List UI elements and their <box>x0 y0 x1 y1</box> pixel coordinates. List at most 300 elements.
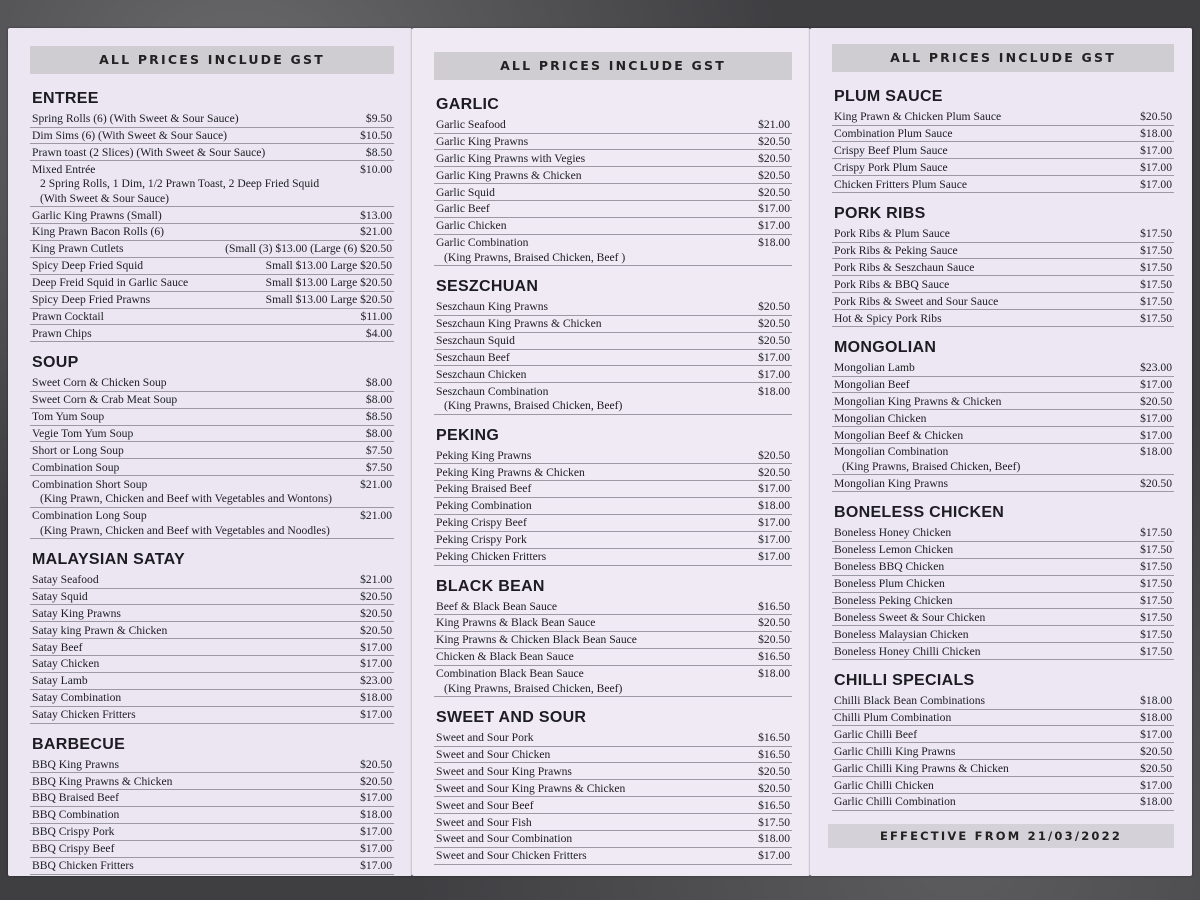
item-name: King Prawn Cutlets <box>32 242 124 256</box>
section-title: SWEET AND SOUR <box>436 709 587 727</box>
item-price: $20.50 <box>758 300 790 314</box>
item-name: Seszchaun Beef <box>436 350 510 364</box>
menu-item <box>30 327 394 343</box>
item-price: $17.00 <box>360 708 392 722</box>
item-price: $20.50 <box>758 465 790 479</box>
menu-item <box>434 782 792 798</box>
item-name: Beef & Black Bean Sauce <box>436 599 558 613</box>
item-name: Tom Yum Soup <box>32 410 105 424</box>
item-name: Satay Combination <box>32 691 122 705</box>
item-name: Garlic Chilli King Prawns <box>834 744 956 758</box>
menu-item <box>30 509 394 539</box>
item-name: Dim Sims (6) (With Sweet & Sour Sauce) <box>32 128 227 142</box>
item-price: $16.50 <box>758 650 790 664</box>
item-name: King Prawn Bacon Rolls (6) <box>32 225 165 239</box>
item-name: Sweet and Sour Pork <box>436 731 534 745</box>
item-price: $17.50 <box>1140 627 1172 641</box>
menu-section <box>30 736 394 875</box>
menu-item <box>30 607 394 623</box>
menu-item <box>832 728 1174 744</box>
menu-item <box>30 775 394 791</box>
item-name: Chilli Plum Combination <box>834 710 952 724</box>
menu-item <box>434 667 792 697</box>
item-name: Sweet Corn & Crab Meat Soup <box>32 393 178 407</box>
item-name: Pork Ribs & Peking Sauce <box>834 243 958 257</box>
menu-item <box>434 219 792 235</box>
item-price: $4.00 <box>365 326 392 340</box>
menu-item <box>832 144 1174 160</box>
menu-item <box>832 395 1174 411</box>
menu-item <box>832 110 1174 126</box>
menu-item <box>434 351 792 367</box>
item-name: Pork Ribs & BBQ Sauce <box>834 277 950 291</box>
menu-item <box>30 276 394 292</box>
item-name: Garlic Squid <box>436 185 495 199</box>
menu-item <box>434 533 792 549</box>
menu-item <box>832 312 1174 328</box>
item-price: $17.50 <box>1140 294 1172 308</box>
item-name: Peking Crispy Pork <box>436 533 527 547</box>
menu-item <box>30 791 394 807</box>
item-price: $17.50 <box>1140 593 1172 607</box>
menu-item <box>832 127 1174 143</box>
item-name: Pork Ribs & Seszchaun Sauce <box>834 260 975 274</box>
menu-item <box>30 461 394 477</box>
item-name: Boneless BBQ Chicken <box>834 560 945 574</box>
item-price: $17.00 <box>1140 428 1172 442</box>
item-price: $13.00 <box>360 208 392 222</box>
item-price: $17.00 <box>758 367 790 381</box>
item-name: Combination Long Soup <box>32 509 147 523</box>
menu-item <box>30 129 394 145</box>
item-price: $17.50 <box>1140 610 1172 624</box>
item-price: $21.00 <box>758 118 790 131</box>
menu-item <box>832 244 1174 260</box>
item-price: $18.00 <box>360 808 392 822</box>
item-price: $20.50 <box>360 589 392 603</box>
item-price: $17.50 <box>1140 577 1172 591</box>
item-price: $17.00 <box>758 350 790 364</box>
section-title: BARBECUE <box>32 735 126 753</box>
menu-item <box>30 310 394 326</box>
item-price: $21.00 <box>360 477 392 491</box>
item-price: $17.00 <box>1140 411 1172 425</box>
section-title: SOUP <box>32 354 79 372</box>
menu-item <box>832 227 1174 243</box>
item-name: Spicy Deep Fried Squid <box>32 259 144 273</box>
item-name: Crispy Pork Plum Sauce <box>834 160 948 174</box>
item-name: Sweet and Sour Chicken <box>436 747 551 761</box>
item-price: $17.00 <box>758 219 790 233</box>
item-price: $18.00 <box>1140 710 1172 724</box>
item-price: $20.50 <box>1140 761 1172 775</box>
menu-item <box>832 594 1174 610</box>
item-name: Peking King Prawns & Chicken <box>436 465 585 479</box>
menu-section <box>434 709 792 865</box>
item-name: King Prawns & Chicken Black Bean Sauce <box>436 633 637 647</box>
menu-item <box>832 161 1174 177</box>
item-description: (King Prawns, Braised Chicken, Beef) <box>842 459 1021 473</box>
menu-item <box>434 516 792 532</box>
item-price: $20.50 <box>758 151 790 165</box>
menu-item <box>30 444 394 460</box>
menu-column <box>30 90 394 875</box>
menu-item <box>832 611 1174 627</box>
item-name: BBQ Combination <box>32 808 120 822</box>
item-price: $20.50 <box>758 616 790 630</box>
item-name: Vegie Tom Yum Soup <box>32 426 134 440</box>
item-price: $11.00 <box>360 309 392 323</box>
menu-section <box>30 90 394 342</box>
item-price: $17.00 <box>758 516 790 530</box>
item-name: Mongolian Lamb <box>834 361 915 375</box>
menu-item <box>832 261 1174 277</box>
item-description: (King Prawns, Braised Chicken, Beef ) <box>444 250 626 264</box>
item-price: $17.00 <box>1140 377 1172 391</box>
item-name: Satay Seafood <box>32 573 99 587</box>
menu-item <box>832 412 1174 428</box>
item-price: $17.00 <box>1140 727 1172 741</box>
menu-item <box>30 859 394 875</box>
menu-item <box>832 361 1174 377</box>
item-price: $16.50 <box>758 798 790 812</box>
item-name: Satay King Prawns <box>32 606 121 620</box>
menu-section <box>832 88 1174 193</box>
item-price: $17.00 <box>758 533 790 547</box>
menu-item <box>434 169 792 185</box>
menu-item <box>832 628 1174 644</box>
item-name: Garlic King Prawns & Chicken <box>436 168 582 182</box>
item-name: Garlic Chilli Combination <box>834 795 956 809</box>
menu-item <box>832 543 1174 559</box>
item-name: Mongolian King Prawns & Chicken <box>834 394 1002 408</box>
item-name: Peking Braised Beef <box>436 482 532 496</box>
menu-item <box>30 242 394 258</box>
item-price: $20.50 <box>758 781 790 795</box>
item-price: $20.50 <box>1140 476 1172 490</box>
gst-banner: ALL PRICES INCLUDE GST <box>434 52 792 80</box>
item-price: $17.50 <box>1140 227 1172 241</box>
section-title: PEKING <box>436 426 500 444</box>
menu-item <box>30 808 394 824</box>
item-price: $17.50 <box>1140 526 1172 540</box>
section-title: MONGOLIAN <box>834 339 937 357</box>
menu-item <box>30 657 394 673</box>
menu-item <box>434 832 792 848</box>
menu-item <box>832 278 1174 294</box>
menu-column <box>832 88 1174 811</box>
menu-item <box>30 590 394 606</box>
menu-item <box>434 748 792 764</box>
item-description: (King Prawns, Braised Chicken, Beef) <box>444 681 623 695</box>
item-price: $18.00 <box>1140 694 1172 708</box>
menu-item <box>832 745 1174 761</box>
menu-item <box>434 731 792 747</box>
menu-section <box>434 278 792 414</box>
item-price: $20.50 <box>758 185 790 199</box>
menu-item <box>434 368 792 384</box>
menu-item <box>30 674 394 690</box>
item-name: Peking Crispy Beef <box>436 516 527 530</box>
item-price: $17.00 <box>360 859 392 872</box>
item-name: Garlic King Prawns <box>436 134 529 148</box>
item-name: Garlic King Prawns (Small) <box>32 208 162 222</box>
item-price: $17.50 <box>1140 260 1172 274</box>
menu-item <box>30 393 394 409</box>
item-price: $17.50 <box>1140 560 1172 574</box>
item-price: $20.50 <box>758 134 790 148</box>
item-price: Small $13.00 Large $20.50 <box>265 259 392 273</box>
item-name: Mongolian Combination <box>834 445 949 459</box>
menu-item <box>30 410 394 426</box>
item-price: $8.00 <box>365 426 392 440</box>
item-name: Boneless Honey Chilli Chicken <box>834 644 981 658</box>
item-name: BBQ King Prawns & Chicken <box>32 774 173 788</box>
menu-item <box>434 765 792 781</box>
menu-item <box>434 616 792 632</box>
item-name: Mongolian Beef & Chicken <box>834 428 964 442</box>
item-price: Small $13.00 Large $20.50 <box>265 293 392 307</box>
item-price: $17.00 <box>1140 177 1172 191</box>
item-name: Peking Combination <box>436 499 532 513</box>
menu-item <box>434 135 792 151</box>
item-name: Sweet Corn & Chicken Soup <box>32 376 167 390</box>
item-name: Combination Short Soup <box>32 477 148 491</box>
item-name: BBQ Crispy Beef <box>32 842 115 856</box>
item-price: $17.00 <box>360 791 392 805</box>
menu-item <box>434 317 792 333</box>
item-name: BBQ King Prawns <box>32 757 119 771</box>
menu-item <box>832 526 1174 542</box>
menu-item <box>832 560 1174 576</box>
menu-section <box>832 672 1174 811</box>
menu-item <box>30 758 394 774</box>
menu-item <box>434 449 792 465</box>
menu-item <box>832 429 1174 445</box>
item-name: BBQ Crispy Pork <box>32 825 115 839</box>
menu-section <box>30 551 394 724</box>
menu-item <box>30 259 394 275</box>
item-name: Mongolian King Prawns <box>834 476 949 490</box>
menu-item <box>434 385 792 415</box>
menu-item <box>832 711 1174 727</box>
item-name: Combination Black Bean Sauce <box>436 667 584 681</box>
menu-item <box>434 334 792 350</box>
section-title: PLUM SAUCE <box>834 88 943 105</box>
menu-item <box>434 482 792 498</box>
item-price: $9.50 <box>365 112 392 125</box>
item-name: Satay Chicken Fritters <box>32 708 136 722</box>
menu-item <box>30 112 394 128</box>
menu-panel-left <box>8 28 412 876</box>
item-name: Sweet and Sour King Prawns <box>436 764 572 778</box>
item-price: $17.00 <box>758 550 790 564</box>
item-price: $17.50 <box>1140 311 1172 325</box>
item-name: Seszchaun King Prawns & Chicken <box>436 317 602 331</box>
section-title: BONELESS CHICKEN <box>834 504 1005 522</box>
item-price: $18.00 <box>1140 795 1172 809</box>
menu-item <box>434 152 792 168</box>
item-price: $20.50 <box>758 168 790 182</box>
gst-banner: ALL PRICES INCLUDE GST <box>832 44 1174 72</box>
item-name: Garlic Chilli King Prawns & Chicken <box>834 761 1009 775</box>
menu-item <box>434 499 792 515</box>
menu-section <box>30 354 394 539</box>
item-price: $20.50 <box>758 334 790 348</box>
menu-item <box>434 600 792 616</box>
item-price: $20.50 <box>360 623 392 637</box>
menu-section <box>832 504 1174 660</box>
menu-item <box>832 477 1174 493</box>
item-name: Sweet and Sour Chicken Fritters <box>436 849 587 863</box>
item-price: $20.50 <box>1140 110 1172 123</box>
item-name: Garlic Beef <box>436 202 490 216</box>
item-price: $16.50 <box>758 599 790 613</box>
menu-section <box>832 339 1174 492</box>
menu-item <box>434 633 792 649</box>
menu-item <box>30 842 394 858</box>
menu-item <box>30 624 394 640</box>
item-name: Combination Plum Sauce <box>834 126 953 140</box>
item-price: $20.50 <box>360 757 392 771</box>
menu-item <box>30 825 394 841</box>
item-price: $17.50 <box>1140 644 1172 658</box>
item-price: $10.00 <box>360 162 392 176</box>
item-price: $17.00 <box>758 482 790 496</box>
item-price: $18.00 <box>1140 126 1172 140</box>
item-price: $17.50 <box>1140 277 1172 291</box>
item-price: $23.00 <box>360 674 392 688</box>
item-name: Sweet and Sour King Prawns & Chicken <box>436 781 626 795</box>
menu-item <box>434 186 792 202</box>
item-name: Satay Chicken <box>32 657 100 671</box>
item-name: Prawn toast (2 Slices) (With Sweet & Sour Sauce) <box>32 145 266 159</box>
item-price: $20.50 <box>758 633 790 647</box>
menu-item <box>434 816 792 832</box>
item-name: Boneless Sweet & Sour Chicken <box>834 610 986 624</box>
item-price: $16.50 <box>758 747 790 761</box>
item-price: $7.50 <box>365 443 392 457</box>
menu-item <box>30 427 394 443</box>
item-price: $18.00 <box>758 832 790 846</box>
item-price: $8.00 <box>365 376 392 390</box>
item-name: Prawn Cocktail <box>32 309 104 323</box>
item-name: Spicy Deep Fried Prawns <box>32 293 151 307</box>
item-price: $21.00 <box>360 509 392 523</box>
menu-item <box>832 577 1174 593</box>
item-description: (King Prawn, Chicken and Beef with Vegetables and Noodles) <box>40 523 330 537</box>
menu-section <box>434 578 792 698</box>
item-name: Sweet and Sour Fish <box>436 815 532 829</box>
menu-item <box>832 178 1174 194</box>
item-name: Hot & Spicy Pork Ribs <box>834 311 942 325</box>
item-price: $17.00 <box>758 849 790 863</box>
item-name: BBQ Chicken Fritters <box>32 859 134 872</box>
item-name: Garlic Chilli Beef <box>834 727 918 741</box>
menu-item <box>30 376 394 392</box>
item-price: $8.00 <box>365 393 392 407</box>
menu-item <box>832 295 1174 311</box>
menu-item <box>832 762 1174 778</box>
menu-section <box>832 205 1174 327</box>
item-name: Seszchaun Squid <box>436 334 515 348</box>
item-name: Garlic Seafood <box>436 118 506 131</box>
item-price: $23.00 <box>1140 361 1172 375</box>
item-name: Satay Squid <box>32 589 88 603</box>
item-price: $20.50 <box>758 448 790 462</box>
item-price: $20.50 <box>758 317 790 331</box>
menu-item <box>434 650 792 666</box>
section-title: MALAYSIAN SATAY <box>32 551 185 569</box>
item-name: Deep Freid Squid in Garlic Sauce <box>32 276 189 290</box>
menu-item <box>434 799 792 815</box>
menu-item <box>30 293 394 309</box>
menu-item <box>30 146 394 162</box>
item-price: $17.00 <box>1140 143 1172 157</box>
menu-item <box>30 225 394 241</box>
item-name: King Prawn & Chicken Plum Sauce <box>834 110 1002 123</box>
item-name: Seszchaun King Prawns <box>436 300 549 314</box>
item-price: $18.00 <box>1140 445 1172 459</box>
item-description: 2 Spring Rolls, 1 Dim, 1/2 Prawn Toast, 2 Deep Fried Squid <box>40 177 320 191</box>
item-description: (King Prawn, Chicken and Beef with Vegetables and Wontons) <box>40 492 332 506</box>
item-name: Prawn Chips <box>32 326 92 340</box>
item-price: $17.00 <box>360 842 392 856</box>
item-name: Combination Soup <box>32 460 120 474</box>
item-name: Spring Rolls (6) (With Sweet & Sour Sauce) <box>32 112 239 125</box>
section-title: PORK RIBS <box>834 205 926 223</box>
menu-item <box>30 478 394 508</box>
menu-item <box>434 236 792 266</box>
item-name: Boneless Honey Chicken <box>834 526 952 540</box>
menu-item <box>434 466 792 482</box>
item-price: $20.50 <box>360 606 392 620</box>
item-name: Mongolian Beef <box>834 377 910 391</box>
menu-item <box>832 645 1174 661</box>
item-name: Mixed Entrée <box>32 162 96 176</box>
item-name: BBQ Braised Beef <box>32 791 119 805</box>
item-name: Seszchaun Chicken <box>436 367 527 381</box>
menu-item <box>832 779 1174 795</box>
item-name: Sweet and Sour Beef <box>436 798 534 812</box>
menu-item <box>30 209 394 225</box>
item-price: $17.00 <box>360 657 392 671</box>
item-price: $17.00 <box>1140 778 1172 792</box>
item-name: King Prawns & Black Bean Sauce <box>436 616 596 630</box>
menu-panel-right <box>810 28 1192 876</box>
menu-item <box>434 849 792 865</box>
item-name: Boneless Lemon Chicken <box>834 543 954 557</box>
item-name: Chilli Black Bean Combinations <box>834 694 986 708</box>
item-price: $20.50 <box>1140 744 1172 758</box>
item-name: Peking Chicken Fritters <box>436 550 547 564</box>
item-price: $10.50 <box>360 128 392 142</box>
menu-item <box>434 202 792 218</box>
item-name: Boneless Plum Chicken <box>834 577 945 591</box>
item-price: $20.50 <box>360 774 392 788</box>
menu-section <box>434 427 792 566</box>
item-price: $17.00 <box>360 825 392 839</box>
effective-date-banner: EFFECTIVE FROM 21/03/2022 <box>828 824 1174 848</box>
item-name: Boneless Peking Chicken <box>834 593 953 607</box>
menu-item <box>30 708 394 724</box>
item-price: $20.50 <box>1140 394 1172 408</box>
item-price: $17.50 <box>758 815 790 829</box>
menu-item <box>832 445 1174 475</box>
item-name: Pork Ribs & Plum Sauce <box>834 227 950 241</box>
gst-banner: ALL PRICES INCLUDE GST <box>30 46 394 74</box>
item-name: Mongolian Chicken <box>834 411 927 425</box>
